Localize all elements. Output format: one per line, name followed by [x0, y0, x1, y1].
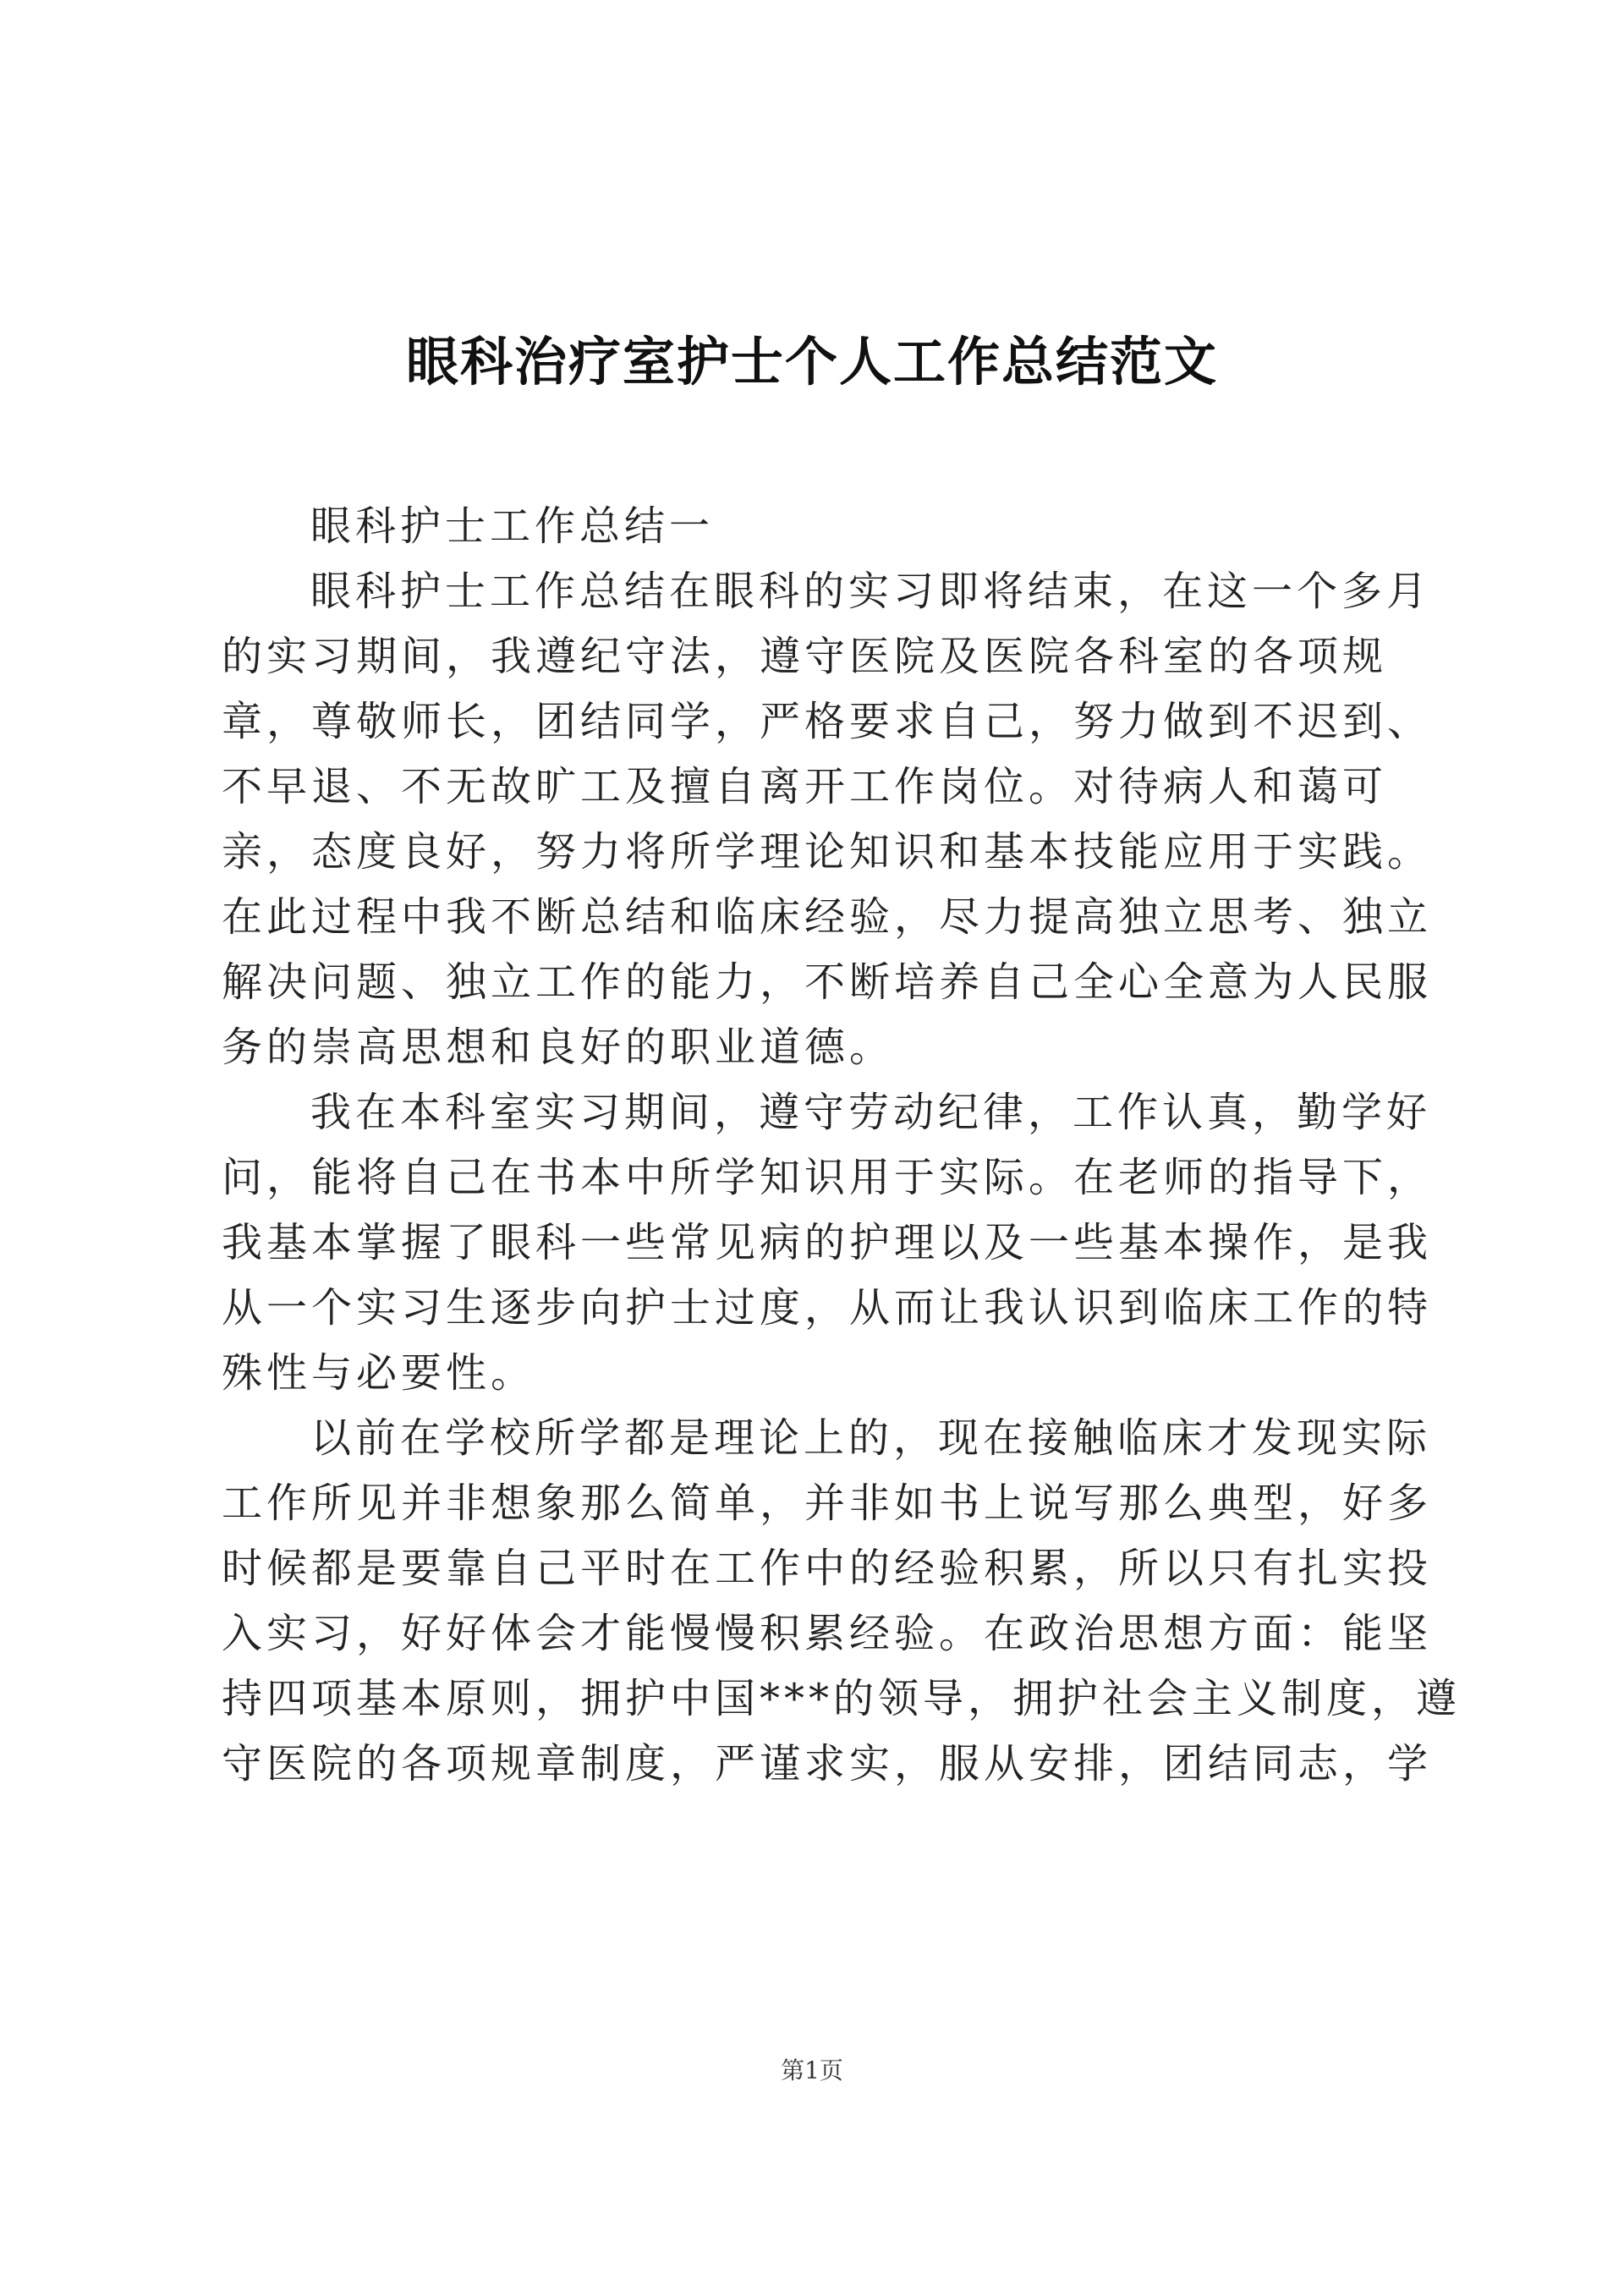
paragraph-line: 殊性与必要性。 — [222, 1349, 536, 1397]
paragraph-line: 工作所见并非想象那么简单，并非如书上说写那么典型，好多 — [222, 1480, 1433, 1527]
paragraph-line: 在此过程中我不断总结和临床经验，尽力提高独立思考、独立 — [222, 893, 1433, 941]
document-body — [222, 494, 1462, 1797]
paragraph-line: 的实习期间，我遵纪守法，遵守医院及医院各科室的各项规 — [222, 633, 1388, 680]
paragraph-line: 务的崇高思想和良好的职业道德。 — [222, 1024, 895, 1071]
page-number: 第1页 — [781, 2056, 843, 2084]
paragraph-line: 入实习，好好体会才能慢慢积累经验。在政治思想方面：能坚 — [222, 1610, 1433, 1657]
paragraph-line: 问，能将自己在书本中所学知识用于实际。在老师的指导下， — [222, 1154, 1433, 1201]
paragraph-line: 不早退、不无故旷工及擅自离开工作岗位。对待病人和蔼可 — [222, 763, 1388, 810]
paragraph-line: 眼科护士工作总结在眼科的实习即将结束，在这一个多月 — [310, 568, 1432, 615]
paragraph-line: 亲，态度良好，努力将所学理论知识和基本技能应用于实践。 — [222, 828, 1433, 876]
document-title: 眼科治疗室护士个人工作总结范文 — [405, 331, 1218, 393]
paragraph-line: 持四项基本原则，拥护中国***的领导，拥护社会主义制度，遵 — [222, 1675, 1462, 1722]
paragraph-line: 守医院的各项规章制度，严谨求实，服从安排，团结同志，学 — [222, 1740, 1433, 1787]
section-heading: 眼科护士工作总结一 — [310, 502, 715, 550]
paragraph-line: 我在本科室实习期间，遵守劳动纪律，工作认真，勤学好 — [310, 1089, 1432, 1136]
paragraph-line: 解决问题、独立工作的能力，不断培养自己全心全意为人民服 — [222, 958, 1433, 1006]
paragraph-line: 从一个实习生逐步向护士过度，从而让我认识到临床工作的特 — [222, 1284, 1433, 1331]
paragraph-line: 时候都是要靠自己平时在工作中的经验积累，所以只有扎实投 — [222, 1545, 1433, 1592]
paragraph-line: 我基本掌握了眼科一些常见病的护理以及一些基本操作，是我 — [222, 1219, 1433, 1266]
paragraph-line: 以前在学校所学都是理论上的，现在接触临床才发现实际 — [310, 1414, 1432, 1462]
paragraph-line: 章，尊敬师长，团结同学，严格要求自己，努力做到不迟到、 — [222, 698, 1433, 745]
